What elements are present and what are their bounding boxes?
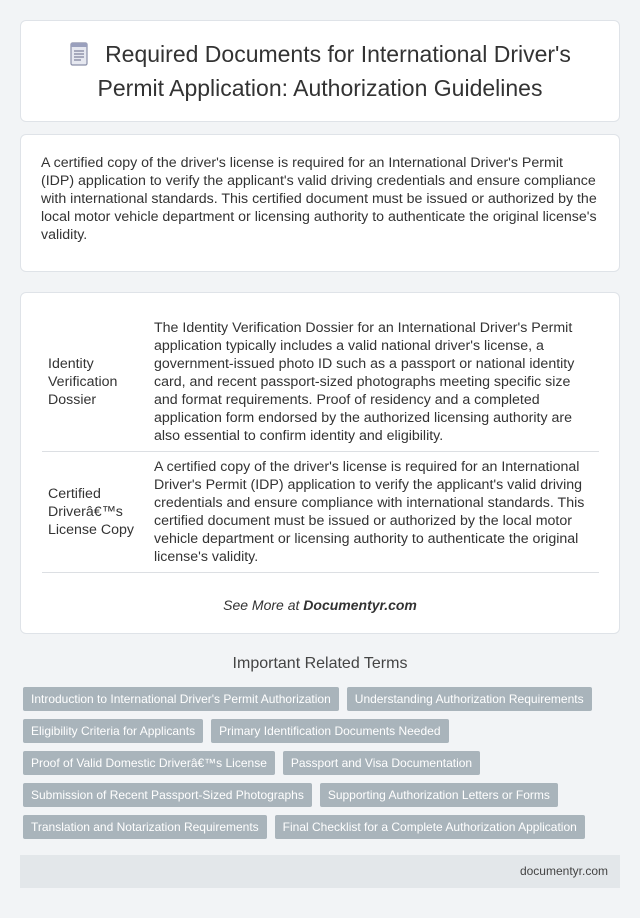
row-label: Identity Verification Dossier [42,313,148,452]
see-more-text [42,597,598,613]
page-title [51,39,589,103]
related-term-tag[interactable]: Supporting Authorization Letters or Forms [320,783,558,807]
related-term-tag[interactable]: Proof of Valid Domestic Driverâ€™s License [23,751,275,775]
related-term-tag[interactable]: Introduction to International Driver's Permit Authorization [23,687,339,711]
document-icon [69,42,89,73]
related-term-tag[interactable]: Final Checklist for a Complete Authorization Application [275,815,585,839]
related-term-tag[interactable]: Passport and Visa Documentation [283,751,480,775]
row-label: Certified Driverâ€™s License Copy [42,452,148,573]
documents-table [42,313,599,573]
documents-table-card [20,292,620,634]
page-title-text: Required Documents for International Driver's Permit Application: Authorization Guidelines [97,41,571,101]
see-more-prefix: See More at [223,597,304,613]
footer-site-link[interactable]: documentyr.com [519,864,608,878]
intro-paragraph: A certified copy of the driver's license is required for an International Driver's Permit (IDP) application to verify the applicant's valid driving credentials and ensure compliance with international standards. This certified document must be issued or authorized by the local motor vehicle department or licensing authority to authenticate the original license's validity. [41,155,597,243]
related-term-tag[interactable]: Understanding Authorization Requirements [347,687,592,711]
related-terms-heading: Important Related Terms [232,655,408,672]
related-term-tag[interactable]: Translation and Notarization Requirements [23,815,267,839]
row-description: A certified copy of the driver's license is required for an International Driver's Permit (IDP) application to verify the applicant's valid driving credentials and ensure compliance with international standards. This certified document must be issued or authorized by the local motor vehicle department or licensing authority to authenticate the original license's validity. [148,452,599,573]
related-terms-list [23,687,613,839]
footer [20,855,620,888]
table-row [42,313,599,452]
see-more-link[interactable]: Documentyr.com [303,597,417,613]
intro-card [20,134,620,272]
related-term-tag[interactable]: Primary Identification Documents Needed [211,719,448,743]
related-term-tag[interactable]: Submission of Recent Passport-Sized Photographs [23,783,312,807]
title-card [20,20,620,122]
related-term-tag[interactable]: Eligibility Criteria for Applicants [23,719,203,743]
row-description: The Identity Verification Dossier for an International Driver's Permit application typically includes a valid national driver's license, a government-issued photo ID such as a passport or national identity card, and recent passport-sized photographs meeting specific size and format requirements. Proof of residency and a completed application form endorsed by the authorized licensing authority are also essential to confirm identity and eligibility. [148,313,599,452]
table-row [42,452,599,573]
